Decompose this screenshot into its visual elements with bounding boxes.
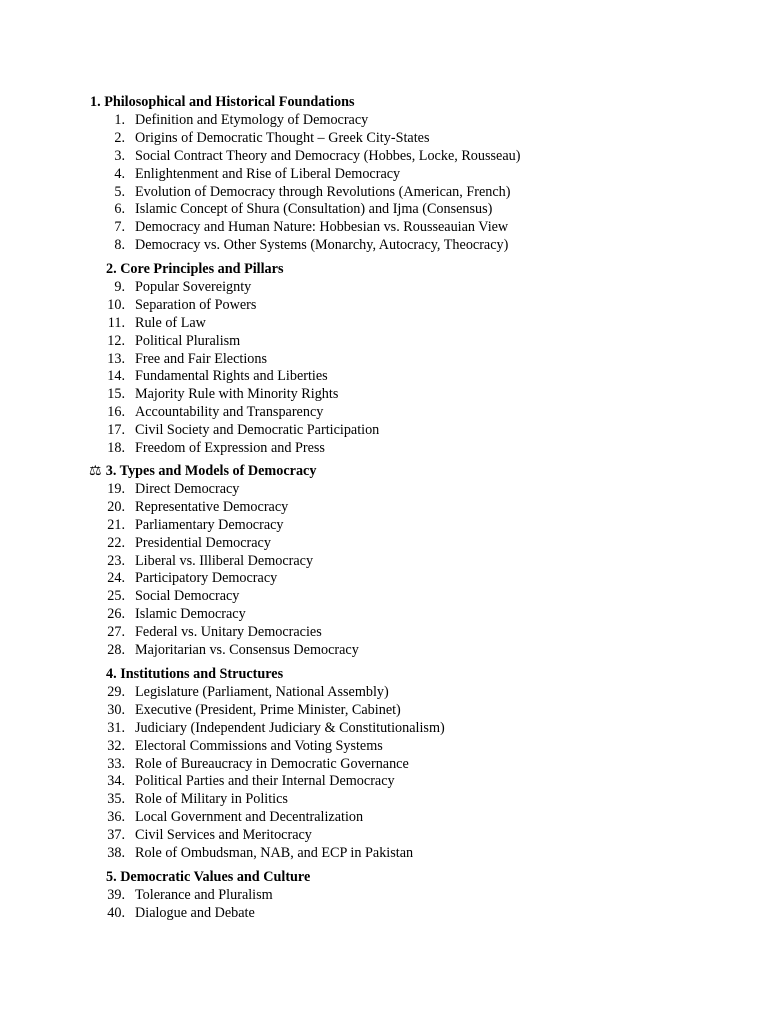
item-text: Social Contract Theory and Democracy (Hobbes, Locke, Rousseau) bbox=[135, 147, 521, 164]
item-number: 28. bbox=[107, 642, 125, 659]
section-core-principles bbox=[0, 260, 768, 458]
list-item bbox=[0, 279, 768, 297]
section-heading bbox=[0, 260, 768, 279]
item-text: Popular Sovereignty bbox=[135, 279, 252, 295]
section-heading-text: 4. Institutions and Structures bbox=[106, 666, 284, 682]
item-number: 4. bbox=[114, 165, 125, 182]
item-number: 21. bbox=[107, 516, 125, 533]
item-number: 29. bbox=[107, 684, 125, 700]
item-number: 16. bbox=[107, 404, 125, 421]
item-number: 20. bbox=[107, 498, 125, 515]
item-text: Role of Bureaucracy in Democratic Governance bbox=[135, 755, 409, 772]
item-text: Role of Military in Politics bbox=[135, 791, 288, 808]
item-text: Evolution of Democracy through Revolutions (American, French) bbox=[135, 183, 511, 200]
item-text: Rule of Law bbox=[135, 314, 206, 331]
item-number: 7. bbox=[114, 219, 125, 236]
item-text: Liberal vs. Illiberal Democracy bbox=[135, 552, 314, 569]
item-number: 12. bbox=[107, 332, 125, 349]
item-number: 1. bbox=[114, 112, 125, 128]
item-number: 15. bbox=[107, 386, 125, 403]
list-item bbox=[0, 773, 768, 791]
item-list bbox=[0, 112, 768, 255]
list-item bbox=[0, 112, 768, 130]
list-item bbox=[0, 570, 768, 588]
list-item bbox=[0, 404, 768, 422]
item-number: 17. bbox=[107, 422, 125, 439]
list-item bbox=[0, 738, 768, 756]
list-item bbox=[0, 166, 768, 184]
item-text: Origins of Democratic Thought – Greek City-States bbox=[135, 129, 430, 146]
item-number: 9. bbox=[114, 279, 125, 295]
item-text: Dialogue and Debate bbox=[135, 904, 255, 921]
item-number: 11. bbox=[107, 314, 125, 331]
item-list bbox=[0, 684, 768, 863]
list-item bbox=[0, 148, 768, 166]
item-text: Presidential Democracy bbox=[135, 534, 271, 551]
item-number: 14. bbox=[107, 368, 125, 385]
item-number: 39. bbox=[107, 887, 125, 903]
section-institutions-structures bbox=[0, 665, 768, 863]
item-text: Federal vs. Unitary Democracies bbox=[135, 624, 322, 641]
section-heading-text: 1. Philosophical and Historical Foundations bbox=[90, 94, 355, 110]
item-text: Participatory Democracy bbox=[135, 570, 278, 587]
item-number: 24. bbox=[107, 570, 125, 587]
item-text: Free and Fair Elections bbox=[135, 350, 267, 367]
item-number: 10. bbox=[107, 296, 125, 313]
item-text: Democracy vs. Other Systems (Monarchy, Autocracy, Theocracy) bbox=[135, 237, 509, 254]
section-heading-text: 2. Core Principles and Pillars bbox=[106, 261, 284, 277]
item-number: 8. bbox=[114, 237, 125, 254]
list-item bbox=[0, 422, 768, 440]
item-text: Definition and Etymology of Democracy bbox=[135, 112, 369, 128]
item-text: Tolerance and Pluralism bbox=[135, 887, 273, 903]
item-number: 40. bbox=[107, 904, 125, 921]
list-item bbox=[0, 535, 768, 553]
item-number: 3. bbox=[114, 147, 125, 164]
list-item bbox=[0, 130, 768, 148]
item-number: 13. bbox=[107, 350, 125, 367]
item-number: 6. bbox=[114, 201, 125, 218]
list-item bbox=[0, 684, 768, 702]
item-number: 5. bbox=[114, 183, 125, 200]
item-number: 23. bbox=[107, 552, 125, 569]
item-text: Majoritarian vs. Consensus Democracy bbox=[135, 642, 359, 659]
item-number: 36. bbox=[107, 809, 125, 826]
list-item bbox=[0, 624, 768, 642]
list-item bbox=[0, 368, 768, 386]
item-number: 35. bbox=[107, 791, 125, 808]
section-heading-text: 5. Democratic Values and Culture bbox=[106, 869, 311, 885]
section-heading bbox=[0, 665, 768, 684]
item-text: Social Democracy bbox=[135, 588, 240, 605]
item-text: Electoral Commissions and Voting Systems bbox=[135, 737, 383, 754]
list-item bbox=[0, 606, 768, 624]
item-number: 19. bbox=[107, 481, 125, 497]
item-text: Executive (President, Prime Minister, Cabinet) bbox=[135, 701, 401, 718]
item-number: 30. bbox=[107, 701, 125, 718]
section-values-culture bbox=[0, 868, 768, 923]
item-text: Direct Democracy bbox=[135, 481, 240, 497]
section-heading bbox=[0, 868, 768, 887]
section-heading bbox=[0, 462, 768, 481]
item-number: 32. bbox=[107, 737, 125, 754]
item-text: Islamic Concept of Shura (Consultation) and Ijma (Consensus) bbox=[135, 201, 493, 218]
item-number: 33. bbox=[107, 755, 125, 772]
item-list bbox=[0, 481, 768, 660]
section-philosophical-foundations bbox=[0, 93, 768, 255]
item-text: Islamic Democracy bbox=[135, 606, 246, 623]
item-number: 31. bbox=[107, 719, 125, 736]
scales-icon: ⚖ bbox=[89, 463, 102, 479]
item-text: Enlightenment and Rise of Liberal Democracy bbox=[135, 165, 401, 182]
item-text: Political Pluralism bbox=[135, 332, 241, 349]
section-types-models bbox=[0, 462, 768, 660]
list-item bbox=[0, 201, 768, 219]
list-item bbox=[0, 827, 768, 845]
item-list bbox=[0, 887, 768, 923]
list-item bbox=[0, 905, 768, 923]
list-item bbox=[0, 553, 768, 571]
item-text: Civil Society and Democratic Participation bbox=[135, 422, 380, 439]
list-item bbox=[0, 642, 768, 660]
section-heading bbox=[0, 93, 768, 112]
item-text: Representative Democracy bbox=[135, 498, 289, 515]
item-text: Political Parties and their Internal Democracy bbox=[135, 773, 395, 790]
list-item bbox=[0, 809, 768, 827]
item-text: Parliamentary Democracy bbox=[135, 516, 284, 533]
list-item bbox=[0, 351, 768, 369]
list-item bbox=[0, 791, 768, 809]
item-text: Majority Rule with Minority Rights bbox=[135, 386, 339, 403]
item-text: Civil Services and Meritocracy bbox=[135, 827, 312, 844]
list-item bbox=[0, 517, 768, 535]
item-text: Fundamental Rights and Liberties bbox=[135, 368, 328, 385]
item-text: Local Government and Decentralization bbox=[135, 809, 364, 826]
item-number: 34. bbox=[107, 773, 125, 790]
list-item bbox=[0, 845, 768, 863]
list-item bbox=[0, 237, 768, 255]
list-item bbox=[0, 588, 768, 606]
item-text: Freedom of Expression and Press bbox=[135, 440, 325, 457]
list-item bbox=[0, 756, 768, 774]
list-item bbox=[0, 499, 768, 517]
item-number: 25. bbox=[107, 588, 125, 605]
item-number: 27. bbox=[107, 624, 125, 641]
item-text: Role of Ombudsman, NAB, and ECP in Pakistan bbox=[135, 845, 414, 862]
item-text: Democracy and Human Nature: Hobbesian vs. Rousseauian View bbox=[135, 219, 509, 236]
list-item bbox=[0, 219, 768, 237]
item-text: Judiciary (Independent Judiciary & Constitutionalism) bbox=[135, 719, 445, 736]
list-item bbox=[0, 184, 768, 202]
item-text: Legislature (Parliament, National Assembly) bbox=[135, 684, 389, 700]
item-text: Separation of Powers bbox=[135, 296, 257, 313]
list-item bbox=[0, 720, 768, 738]
item-text: Accountability and Transparency bbox=[135, 404, 324, 421]
list-item bbox=[0, 702, 768, 720]
list-item bbox=[0, 297, 768, 315]
list-item bbox=[0, 440, 768, 458]
item-list bbox=[0, 279, 768, 458]
list-item bbox=[0, 333, 768, 351]
list-item bbox=[0, 386, 768, 404]
item-number: 18. bbox=[107, 440, 125, 457]
list-item bbox=[0, 481, 768, 499]
section-heading-text: 3. Types and Models of Democracy bbox=[105, 463, 317, 479]
list-item bbox=[0, 315, 768, 333]
item-number: 26. bbox=[107, 606, 125, 623]
item-number: 22. bbox=[107, 534, 125, 551]
item-number: 2. bbox=[114, 129, 125, 146]
item-number: 37. bbox=[107, 827, 125, 844]
item-number: 38. bbox=[107, 845, 125, 862]
list-item bbox=[0, 887, 768, 905]
